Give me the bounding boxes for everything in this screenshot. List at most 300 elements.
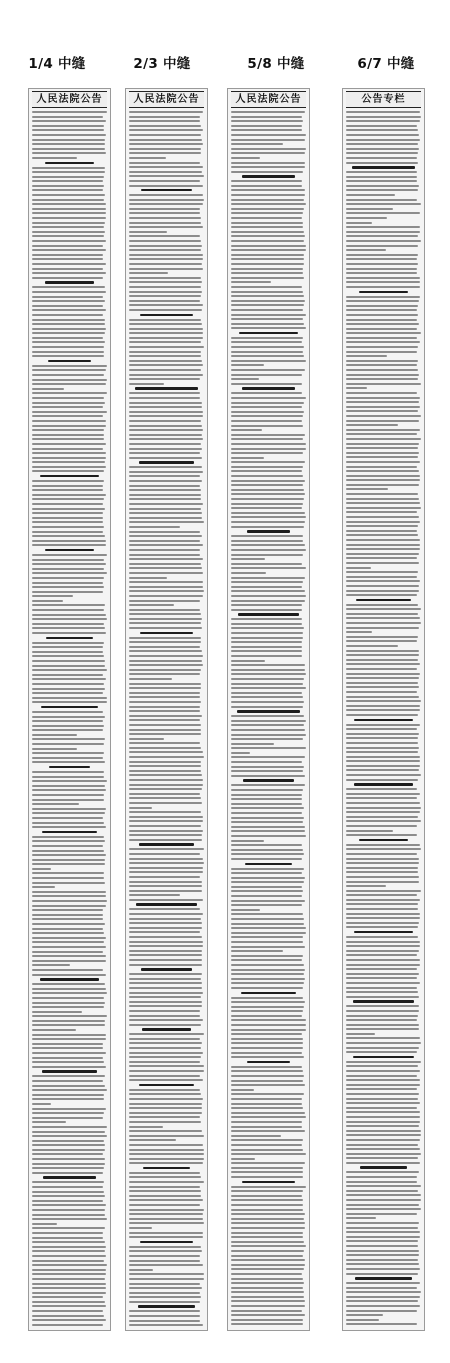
text-line <box>231 923 304 925</box>
column-court-announcement-3 <box>227 88 310 1331</box>
text-line <box>32 743 104 745</box>
paragraph-end-line <box>32 1121 66 1123</box>
text-line <box>346 369 418 371</box>
text-line <box>129 1038 200 1040</box>
text-line <box>129 1116 200 1118</box>
text-line <box>32 1108 106 1110</box>
notice-heading-line <box>354 931 413 933</box>
text-line <box>346 926 418 928</box>
notice-heading-line <box>45 281 93 283</box>
text-line <box>32 582 103 584</box>
text-line <box>32 314 103 316</box>
text-line <box>32 466 106 468</box>
text-line <box>231 673 306 675</box>
text-line <box>129 1033 204 1035</box>
text-line <box>32 258 103 260</box>
text-line <box>129 148 201 150</box>
text-line <box>129 1232 203 1234</box>
paragraph-end-line <box>129 678 172 680</box>
text-line <box>32 116 103 118</box>
text-line <box>32 512 103 514</box>
text-line <box>32 544 106 546</box>
text-line <box>346 1010 419 1012</box>
paragraph-end-line <box>346 631 372 633</box>
text-line <box>129 922 202 924</box>
text-line <box>346 443 419 445</box>
text-line <box>346 1287 417 1289</box>
paragraph-end-line <box>346 885 386 887</box>
text-line <box>129 217 201 219</box>
text-line <box>231 1213 305 1215</box>
paragraph-end-line <box>129 157 166 159</box>
text-line <box>231 203 306 205</box>
text-line <box>129 1005 202 1007</box>
text-line <box>346 392 417 394</box>
text-line <box>129 1075 200 1077</box>
text-line <box>231 623 302 625</box>
text-line <box>32 932 104 934</box>
text-line <box>346 544 420 546</box>
paragraph-end-line <box>346 387 367 389</box>
text-line <box>346 364 417 366</box>
text-line <box>32 678 106 680</box>
text-line <box>32 1131 105 1133</box>
text-line <box>129 1246 201 1248</box>
text-line <box>32 199 104 201</box>
text-line <box>231 341 302 343</box>
text-line <box>129 964 202 966</box>
text-line <box>32 822 104 824</box>
text-line <box>129 839 202 841</box>
text-line <box>32 969 103 971</box>
text-line <box>346 539 420 541</box>
text-line <box>231 775 305 777</box>
text-line <box>231 448 306 450</box>
text-line <box>231 1047 303 1049</box>
text-line <box>231 618 302 620</box>
text-line <box>346 1204 419 1206</box>
text-line <box>32 632 106 634</box>
text-line <box>32 761 105 763</box>
paragraph-end-line <box>346 567 371 569</box>
text-line <box>346 374 419 376</box>
column-text-block <box>346 111 421 1327</box>
text-line <box>346 309 417 311</box>
column-title: 人民法院公告 <box>129 91 204 108</box>
notice-heading-line <box>247 530 289 532</box>
text-line <box>231 323 304 325</box>
text-line <box>32 1024 105 1026</box>
text-line <box>129 853 200 855</box>
text-line <box>346 1102 420 1104</box>
text-line <box>231 355 304 357</box>
text-line <box>346 1273 418 1275</box>
text-line <box>346 1236 420 1238</box>
text-line <box>129 162 200 164</box>
text-line <box>129 1015 200 1017</box>
text-line <box>231 180 302 182</box>
text-line <box>346 383 421 385</box>
text-line <box>346 765 420 767</box>
text-line <box>129 263 202 265</box>
text-line <box>32 1237 103 1239</box>
text-line <box>32 850 104 852</box>
text-line <box>129 706 200 708</box>
text-line <box>32 660 105 662</box>
text-line <box>346 1084 420 1086</box>
text-line <box>129 1310 200 1312</box>
text-line <box>346 438 421 440</box>
notice-heading-line <box>46 637 93 639</box>
text-line <box>32 1167 104 1169</box>
paragraph-end-line <box>346 355 387 357</box>
text-line <box>346 332 421 334</box>
text-line <box>346 862 419 864</box>
paragraph-end-line <box>346 217 387 219</box>
text-line <box>32 1246 106 1248</box>
paragraph-end-line <box>32 886 55 888</box>
text-line <box>346 913 420 915</box>
text-line <box>231 1010 303 1012</box>
text-line <box>231 858 302 860</box>
text-line <box>32 1163 105 1165</box>
text-line <box>129 987 202 989</box>
text-line <box>231 526 304 528</box>
text-line <box>129 443 201 445</box>
text-line <box>231 1310 302 1312</box>
text-line <box>231 807 304 809</box>
text-line <box>231 425 303 427</box>
text-line <box>129 1010 200 1012</box>
text-line <box>231 715 304 717</box>
text-line <box>346 627 419 629</box>
text-line <box>346 1139 420 1141</box>
text-line <box>129 291 202 293</box>
text-line <box>32 1020 105 1022</box>
text-line <box>129 1052 203 1054</box>
column-title: 公告专栏 <box>346 91 421 108</box>
text-line <box>129 1098 203 1100</box>
text-line <box>231 194 305 196</box>
text-line <box>32 568 104 570</box>
text-line <box>32 1255 106 1257</box>
text-line <box>32 697 107 699</box>
text-line <box>346 378 418 380</box>
paragraph-end-line <box>231 558 265 560</box>
text-line <box>346 125 417 127</box>
text-line <box>231 1314 305 1316</box>
text-line <box>32 397 104 399</box>
text-line <box>346 650 419 652</box>
text-line <box>346 982 420 984</box>
text-line <box>231 687 306 689</box>
text-line <box>346 148 419 150</box>
text-line <box>129 1287 202 1289</box>
text-line <box>346 1121 420 1123</box>
text-line <box>129 1135 204 1137</box>
text-line <box>129 660 202 662</box>
text-line <box>129 1190 201 1192</box>
text-line <box>32 485 103 487</box>
text-line <box>231 411 304 413</box>
text-line <box>346 1153 421 1155</box>
text-line <box>231 1250 304 1252</box>
text-line <box>32 992 107 994</box>
text-line <box>129 1283 200 1285</box>
paragraph-end-line <box>346 249 386 251</box>
text-line <box>231 918 304 920</box>
text-line <box>32 1126 107 1128</box>
text-line <box>231 655 302 657</box>
text-line <box>231 590 305 592</box>
text-line <box>129 475 200 477</box>
text-line <box>231 309 303 311</box>
paragraph-end-line <box>32 595 73 597</box>
text-line <box>129 1236 203 1238</box>
text-line <box>129 434 202 436</box>
text-line <box>129 1061 200 1063</box>
text-line <box>129 346 204 348</box>
text-line <box>129 788 202 790</box>
text-line <box>231 1232 303 1234</box>
text-line <box>346 286 420 288</box>
text-line <box>129 494 201 496</box>
paragraph-end-line <box>32 1223 57 1225</box>
text-line <box>32 817 103 819</box>
paragraph-end-line <box>231 840 264 842</box>
text-line <box>346 410 418 412</box>
text-line <box>32 1218 107 1220</box>
text-line <box>346 1125 419 1127</box>
notice-heading-line <box>139 461 194 463</box>
text-line <box>129 1315 200 1317</box>
text-line <box>231 964 304 966</box>
text-line <box>32 226 104 228</box>
text-line <box>129 1209 204 1211</box>
text-line <box>231 1029 306 1031</box>
text-line <box>346 696 419 698</box>
text-line <box>231 1052 302 1054</box>
text-line <box>129 1264 203 1266</box>
text-line <box>346 673 420 675</box>
text-line <box>231 812 302 814</box>
text-line <box>231 461 305 463</box>
notice-heading-line <box>139 1084 194 1086</box>
text-line <box>32 1181 104 1183</box>
text-line <box>32 1112 104 1114</box>
text-line <box>32 508 105 510</box>
text-line <box>32 268 103 270</box>
text-line <box>231 139 305 141</box>
text-line <box>32 776 104 778</box>
notice-heading-line <box>245 863 292 865</box>
text-line <box>231 111 305 113</box>
text-line <box>231 295 304 297</box>
text-line <box>346 240 421 242</box>
text-line <box>231 936 303 938</box>
notice-heading-line <box>40 978 98 980</box>
text-line <box>346 816 418 818</box>
text-line <box>346 604 418 606</box>
text-line <box>129 992 203 994</box>
column-court-announcement-2 <box>125 88 208 1331</box>
text-line <box>231 595 306 597</box>
text-line <box>129 235 200 237</box>
notice-heading-line <box>40 475 98 477</box>
text-line <box>32 941 104 943</box>
text-line <box>32 997 104 999</box>
text-line <box>346 705 420 707</box>
text-line <box>32 277 103 279</box>
text-line <box>346 1079 420 1081</box>
text-line <box>129 116 200 118</box>
text-line <box>346 1245 418 1247</box>
text-line <box>231 166 305 168</box>
notice-heading-line <box>359 291 408 293</box>
text-line <box>231 784 305 786</box>
text-line <box>129 996 201 998</box>
text-line <box>32 286 105 288</box>
text-line <box>129 797 201 799</box>
text-line <box>32 1038 106 1040</box>
notice-heading-line <box>353 1000 415 1002</box>
text-line <box>129 862 204 864</box>
text-line <box>231 369 305 371</box>
text-line <box>231 1291 304 1293</box>
text-line <box>129 1153 204 1155</box>
text-line <box>129 277 201 279</box>
text-line <box>346 328 417 330</box>
text-line <box>32 1273 106 1275</box>
notice-heading-line <box>135 387 198 389</box>
text-line <box>346 162 418 164</box>
text-line <box>129 692 200 694</box>
text-line <box>129 309 202 311</box>
text-line <box>129 1195 201 1197</box>
text-line <box>231 1038 303 1040</box>
text-line <box>346 617 420 619</box>
text-line <box>129 1001 202 1003</box>
text-line <box>346 1171 419 1173</box>
text-line <box>32 480 104 482</box>
text-line <box>346 881 419 883</box>
text-line <box>231 1126 302 1128</box>
text-line <box>32 882 105 884</box>
text-line <box>32 752 104 754</box>
text-line <box>32 701 107 703</box>
text-line <box>129 945 203 947</box>
text-line <box>346 447 418 449</box>
paragraph-end-line <box>346 830 393 832</box>
text-line <box>32 1098 104 1100</box>
text-line <box>231 1139 303 1141</box>
text-line <box>346 899 420 901</box>
text-line <box>346 894 417 896</box>
text-line <box>129 765 201 767</box>
text-line <box>346 475 420 477</box>
text-line <box>346 594 417 596</box>
text-line <box>129 641 201 643</box>
text-line <box>231 1121 302 1123</box>
text-line <box>32 1002 105 1004</box>
text-line <box>346 511 417 513</box>
paragraph-end-line <box>129 894 180 896</box>
text-line <box>129 544 203 546</box>
text-line <box>231 849 303 851</box>
text-line <box>32 305 103 307</box>
text-line <box>129 1218 203 1220</box>
text-line <box>231 761 302 763</box>
text-line <box>231 904 302 906</box>
page-labels <box>0 52 450 74</box>
text-line <box>231 1103 302 1105</box>
text-line <box>346 296 420 298</box>
text-line <box>129 1176 201 1178</box>
text-line <box>129 1172 200 1174</box>
text-line <box>231 1084 305 1086</box>
paragraph-end-line <box>32 1103 51 1105</box>
text-line <box>129 724 201 726</box>
text-line <box>129 858 203 860</box>
text-line <box>129 1296 201 1298</box>
text-line <box>231 489 304 491</box>
text-line <box>231 1024 306 1026</box>
text-line <box>32 623 104 625</box>
text-line <box>346 245 418 247</box>
text-line <box>346 640 417 642</box>
text-line <box>32 923 105 925</box>
text-line <box>129 268 203 270</box>
text-line <box>346 1116 420 1118</box>
label-2-3-fold: 2/3 中缝 <box>133 56 191 72</box>
text-line <box>129 1047 201 1049</box>
text-line <box>32 909 103 911</box>
text-line <box>32 111 107 113</box>
text-line <box>129 637 201 639</box>
text-line <box>32 1047 103 1049</box>
text-line <box>231 641 302 643</box>
text-line <box>32 559 104 561</box>
text-line <box>129 572 203 574</box>
text-line <box>231 383 302 385</box>
text-line <box>129 687 201 689</box>
text-line <box>32 983 105 985</box>
text-line <box>231 1167 303 1169</box>
text-line <box>32 669 107 671</box>
text-line <box>129 448 202 450</box>
text-line <box>32 563 106 565</box>
text-line <box>129 779 203 781</box>
text-line <box>32 443 106 445</box>
text-line <box>129 600 200 602</box>
text-line <box>231 577 305 579</box>
text-line <box>32 203 106 205</box>
text-line <box>346 433 417 435</box>
notice-heading-line <box>49 766 91 768</box>
text-line <box>129 811 201 813</box>
text-line <box>129 240 201 242</box>
text-line <box>129 1093 201 1095</box>
text-line <box>346 668 417 670</box>
text-line <box>346 811 420 813</box>
text-line <box>346 406 420 408</box>
text-line <box>346 1291 421 1293</box>
text-line <box>231 212 303 214</box>
text-line <box>32 249 106 251</box>
text-line <box>32 139 105 141</box>
text-line <box>32 531 103 533</box>
paragraph-end-line <box>32 600 63 602</box>
